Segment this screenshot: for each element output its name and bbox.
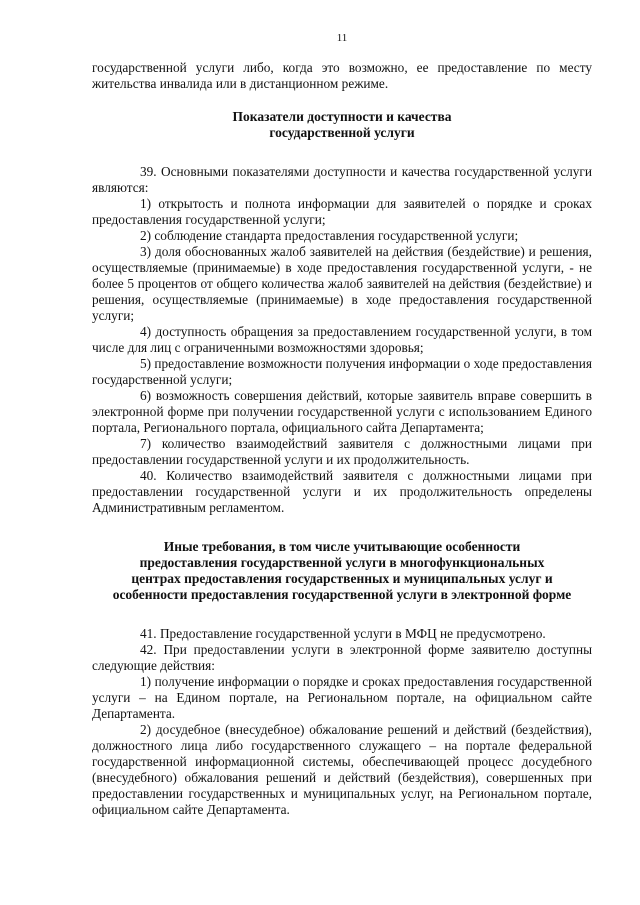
list-item: 1) получение информации о порядке и сроках предоставления государственной услуги – на Едином портале, на Региональном портале, на официальном сайте Департамента.	[92, 674, 592, 721]
list-item: 3) доля обоснованных жалоб заявителей на действия (бездействие) и решения, осуществляемые (принимаемые) в ходе предоставления государственной услуги, - не более 5 процентов от общего количества жалоб заявителей на действия (бездействие) и решения, осуществляемые (принимаемые) в ходе предоставления государственной услуги;	[92, 244, 592, 323]
list-item: 1) открытость и полнота информации для заявителей о порядке и сроках предоставления государственной услуги;	[92, 196, 592, 227]
heading-line: центрах предоставления государственных и муниципальных услуг и	[131, 571, 553, 586]
page-number: 11	[336, 32, 348, 44]
document-page	[92, 30, 592, 818]
list-item: 7) количество взаимодействий заявителя с должностными лицами при предоставлении государственной услуги и их продолжительность.	[92, 436, 592, 467]
heading-line: государственной услуги	[269, 125, 415, 140]
heading-line: особенности предоставления государственной услуги в электронной форме	[112, 587, 572, 602]
paragraph-40: 40. Количество взаимодействий заявителя с должностными лицами при предоставлении государственной услуги и их продолжительность определены Административным регламентом.	[92, 468, 592, 515]
heading-line: Показатели доступности и качества	[232, 109, 452, 124]
list-item: 6) возможность совершения действий, которые заявитель вправе совершить в электронной форме при получении государственной услуги с использованием Единого портала, Регионального портала, официального сайта Департамента;	[92, 388, 592, 435]
list-item: 2) досудебное (внесудебное) обжалование решений и действий (бездействия), должностного лица либо государственного служащего – на портале федеральной государственной информационной системы, обеспечивающей процесс досудебного (внесудебного) обжалования решений и действий (бездействия), совершенных при предоставлении государственных и муниципальных услуг, на Региональном портале, официальном сайте Департамента.	[92, 722, 592, 817]
heading-line: предоставления государственной услуги в многофункциональных	[139, 555, 545, 570]
list-item: 4) доступность обращения за предоставлением государственной услуги, в том числе для лиц с ограниченными возможностями здоровья;	[92, 324, 592, 355]
paragraph-intro: государственной услуги либо, когда это возможно, ее предоставление по месту жительства инвалида или в дистанционном режиме.	[92, 60, 592, 91]
list-item: 5) предоставление возможности получения информации о ходе предоставления государственной услуги;	[92, 356, 592, 387]
heading-line: Иные требования, в том числе учитывающие особенности	[163, 539, 521, 554]
section-heading-other-requirements	[92, 539, 592, 603]
paragraph-41: 41. Предоставление государственной услуги в МФЦ не предусмотрено.	[140, 626, 546, 641]
section-heading-accessibility	[92, 109, 592, 141]
list-item: 2) соблюдение стандарта предоставления государственной услуги;	[140, 228, 519, 243]
paragraph-39: 39. Основными показателями доступности и качества государственной услуги являются:	[92, 164, 592, 195]
paragraph-42: 42. При предоставлении услуги в электронной форме заявителю доступны следующие действия:	[92, 642, 592, 673]
